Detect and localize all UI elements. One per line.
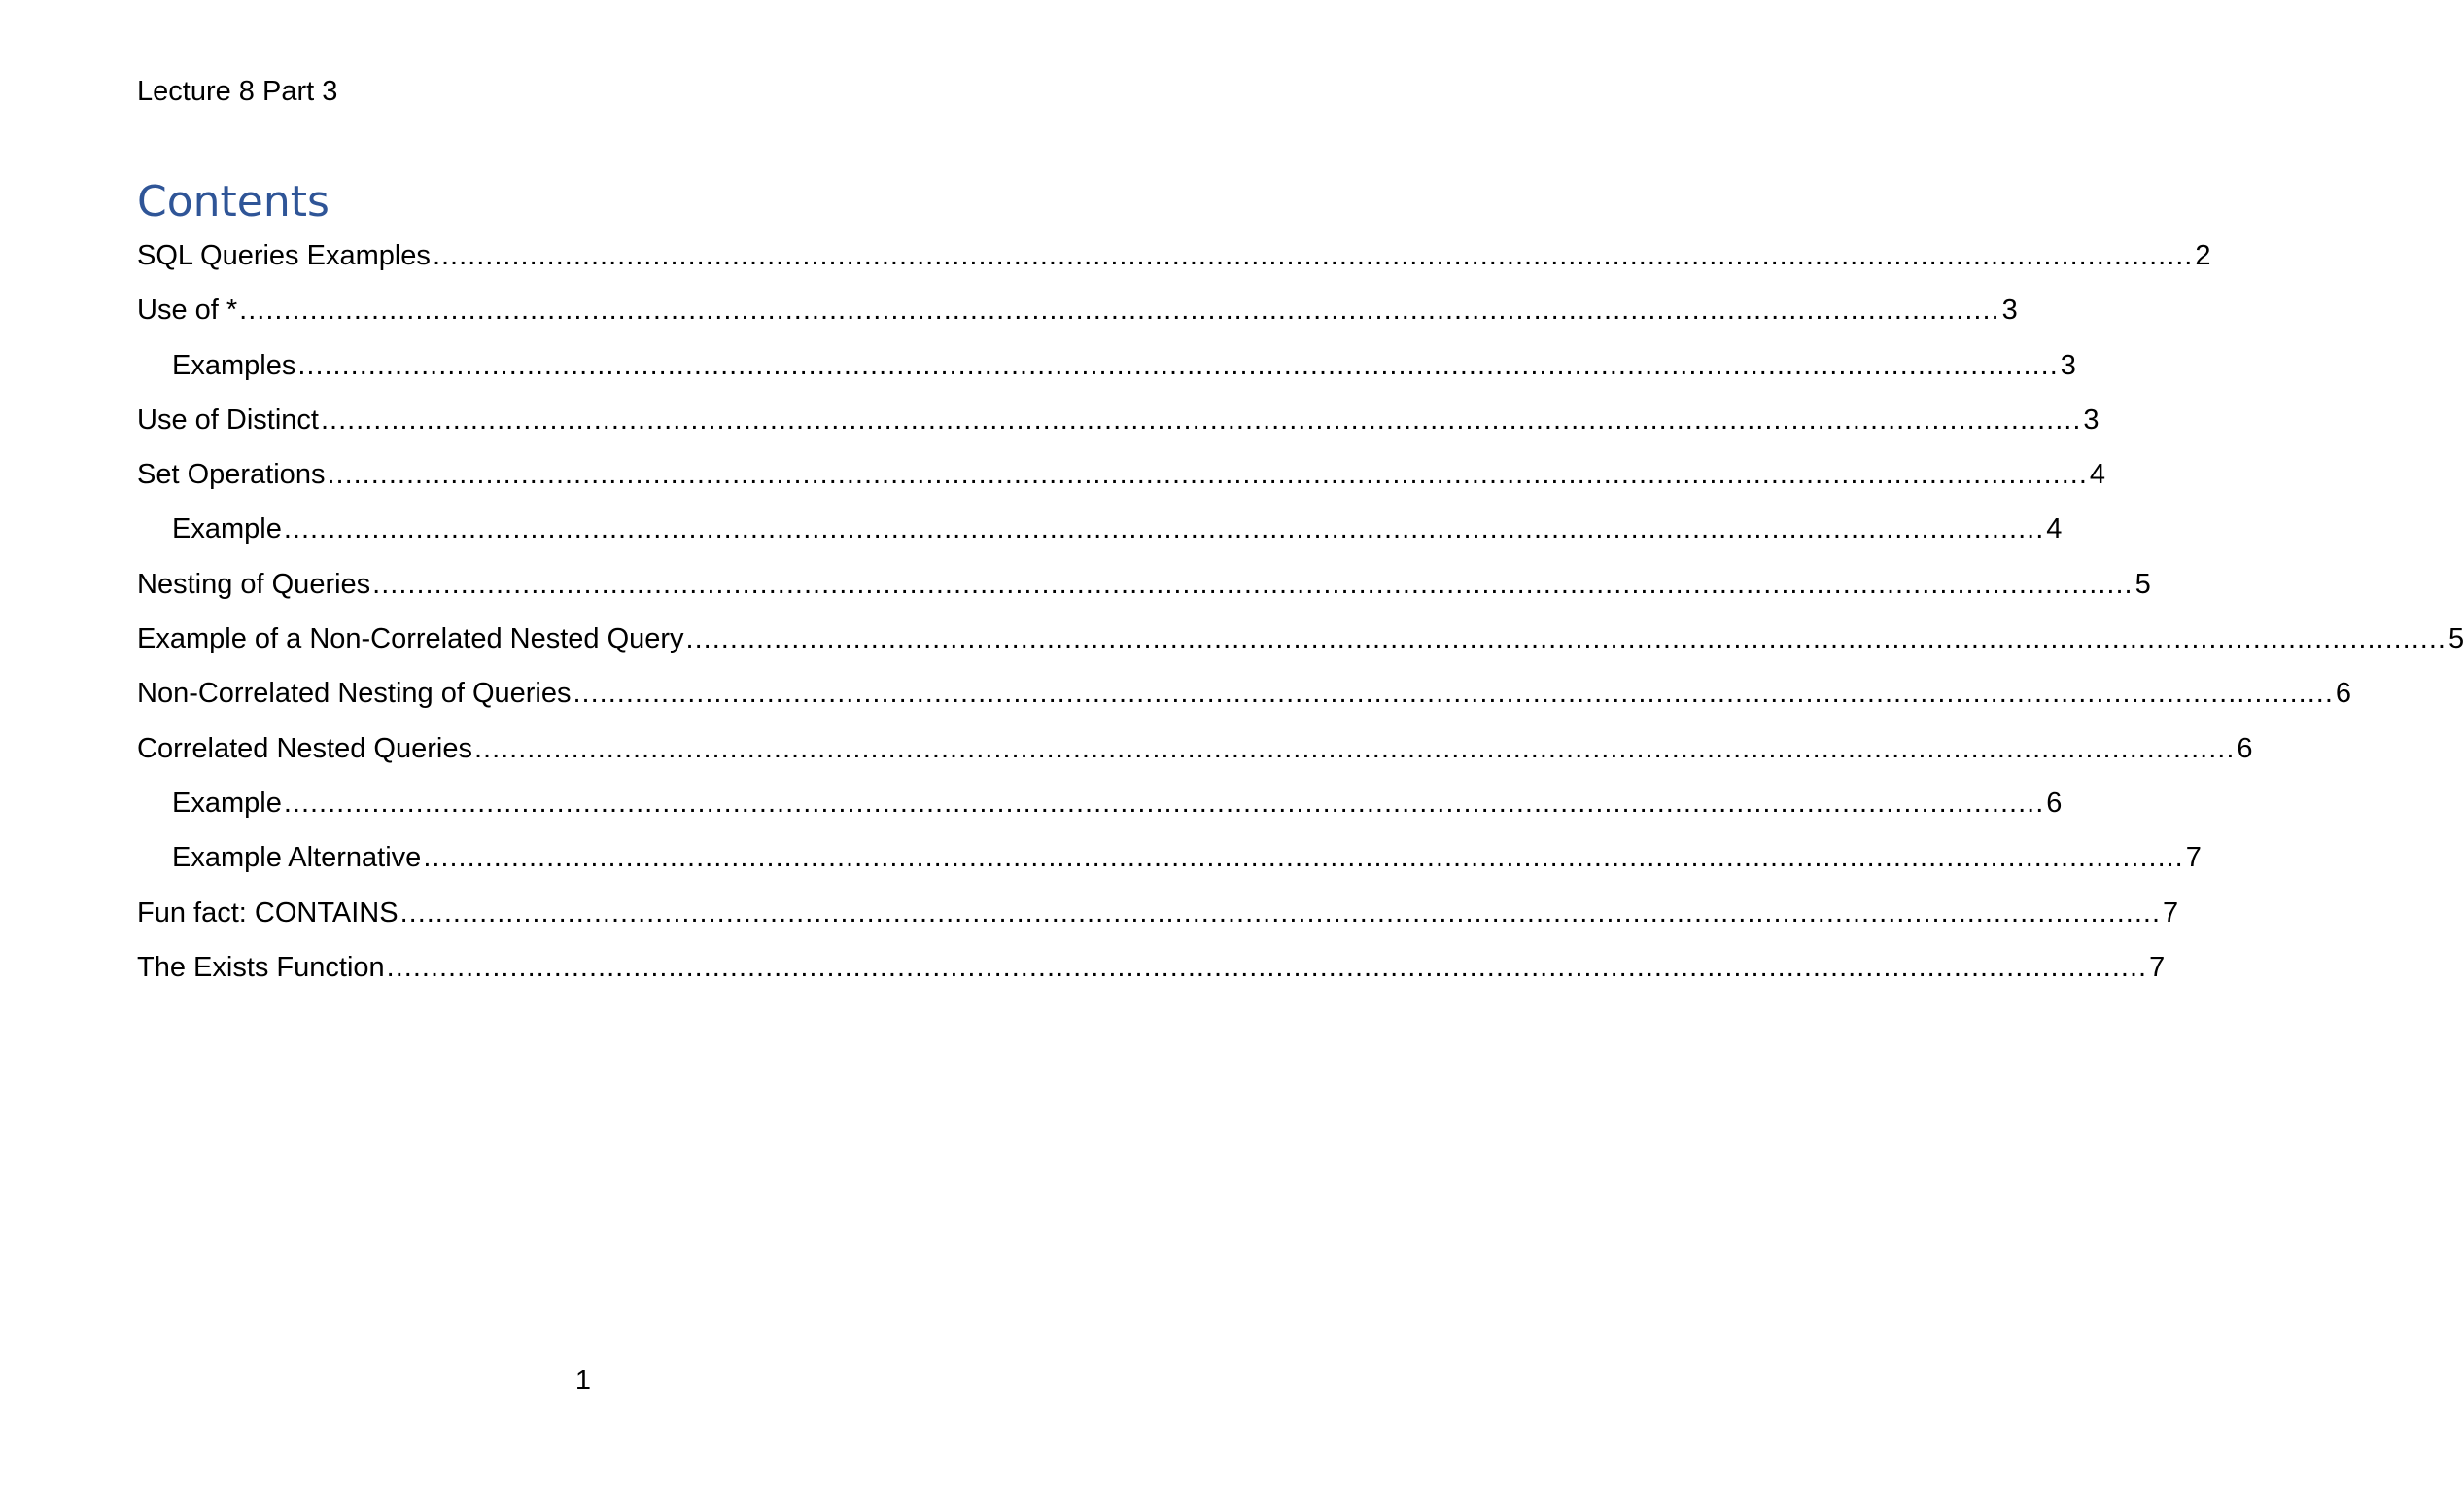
toc-dot-leader: ........................................................................................................................................................................................................	[283, 787, 2045, 819]
toc-dot-leader: ........................................................................................................................................................................................................	[685, 623, 2447, 655]
toc-entry[interactable]	[137, 509, 2063, 564]
toc-dot-leader: ........................................................................................................................................................................................................	[386, 951, 2148, 983]
toc-entry-page: 5	[2447, 623, 2464, 655]
toc-entry[interactable]	[137, 236, 2211, 291]
toc-entry-page: 7	[2163, 896, 2179, 929]
toc-dot-leader: ........................................................................................................................................................................................................	[283, 513, 2045, 545]
toc-entry-page: 2	[2195, 240, 2211, 271]
toc-entry-title: The Exists Function	[137, 951, 385, 983]
toc-dot-leader: ........................................................................................................................................................................................................	[573, 678, 2334, 710]
table-of-contents	[137, 236, 2464, 1002]
toc-entry[interactable]	[137, 619, 2464, 674]
toc-dot-leader: ........................................................................................................................................................................................................	[372, 568, 2134, 600]
toc-entry-title: Fun fact: CONTAINS	[137, 896, 399, 929]
toc-dot-leader: ........................................................................................................................................................................................................	[297, 349, 2059, 381]
toc-entry-page: 6	[2335, 678, 2352, 710]
toc-entry-title: Example of a Non-Correlated Nested Query	[137, 623, 684, 655]
toc-entry-title: Example Alternative	[172, 842, 422, 874]
toc-entry[interactable]	[137, 346, 2076, 401]
toc-entry-page: 5	[2134, 568, 2151, 600]
toc-dot-leader: ........................................................................................................................................................................................................	[320, 404, 2082, 436]
toc-dot-leader: ........................................................................................................................................................................................................	[432, 240, 2194, 271]
toc-entry-page: 3	[2060, 349, 2076, 381]
toc-entry-title: Use of Distinct	[137, 404, 319, 436]
toc-entry-page: 4	[2089, 459, 2106, 491]
toc-entry-title: Example	[172, 787, 282, 819]
toc-entry-title: Set Operations	[137, 459, 326, 491]
toc-dot-leader: ........................................................................................................................................................................................................	[239, 295, 2000, 327]
toc-entry[interactable]	[137, 401, 2100, 455]
toc-heading: Contents	[137, 177, 330, 227]
toc-entry-page: 6	[2046, 787, 2063, 819]
toc-entry-page: 4	[2046, 513, 2063, 545]
toc-entry[interactable]	[137, 784, 2063, 838]
toc-entry-title: Correlated Nested Queries	[137, 732, 472, 764]
toc-entry-page: 3	[2083, 404, 2100, 436]
toc-entry[interactable]	[137, 291, 2018, 345]
toc-entry-title: Nesting of Queries	[137, 568, 371, 600]
toc-dot-leader: ........................................................................................................................................................................................................	[423, 842, 2184, 874]
toc-entry-page: 6	[2237, 732, 2253, 764]
toc-entry-page: 7	[2185, 842, 2202, 874]
page-number: 1	[574, 1365, 592, 1396]
toc-entry-title: Use of *	[137, 295, 238, 327]
toc-entry[interactable]	[137, 838, 2202, 893]
toc-entry-page: 7	[2149, 951, 2166, 983]
toc-entry-title: SQL Queries Examples	[137, 240, 431, 271]
toc-dot-leader: ........................................................................................................................................................................................................	[473, 732, 2236, 764]
toc-entry[interactable]	[137, 729, 2253, 784]
toc-entry-title: Examples	[172, 349, 296, 381]
toc-dot-leader: ........................................................................................................................................................................................................	[399, 896, 2162, 929]
toc-entry[interactable]	[137, 948, 2166, 1002]
toc-entry[interactable]	[137, 894, 2179, 948]
document-header: Lecture 8 Part 3	[137, 76, 338, 107]
toc-entry-title: Non-Correlated Nesting of Queries	[137, 678, 572, 710]
toc-entry[interactable]	[137, 565, 2151, 619]
toc-dot-leader: ........................................................................................................................................................................................................	[327, 459, 2088, 491]
toc-entry-page: 3	[2001, 295, 2018, 327]
toc-entry[interactable]	[137, 455, 2106, 509]
toc-entry-title: Example	[172, 513, 282, 545]
toc-entry[interactable]	[137, 674, 2352, 728]
